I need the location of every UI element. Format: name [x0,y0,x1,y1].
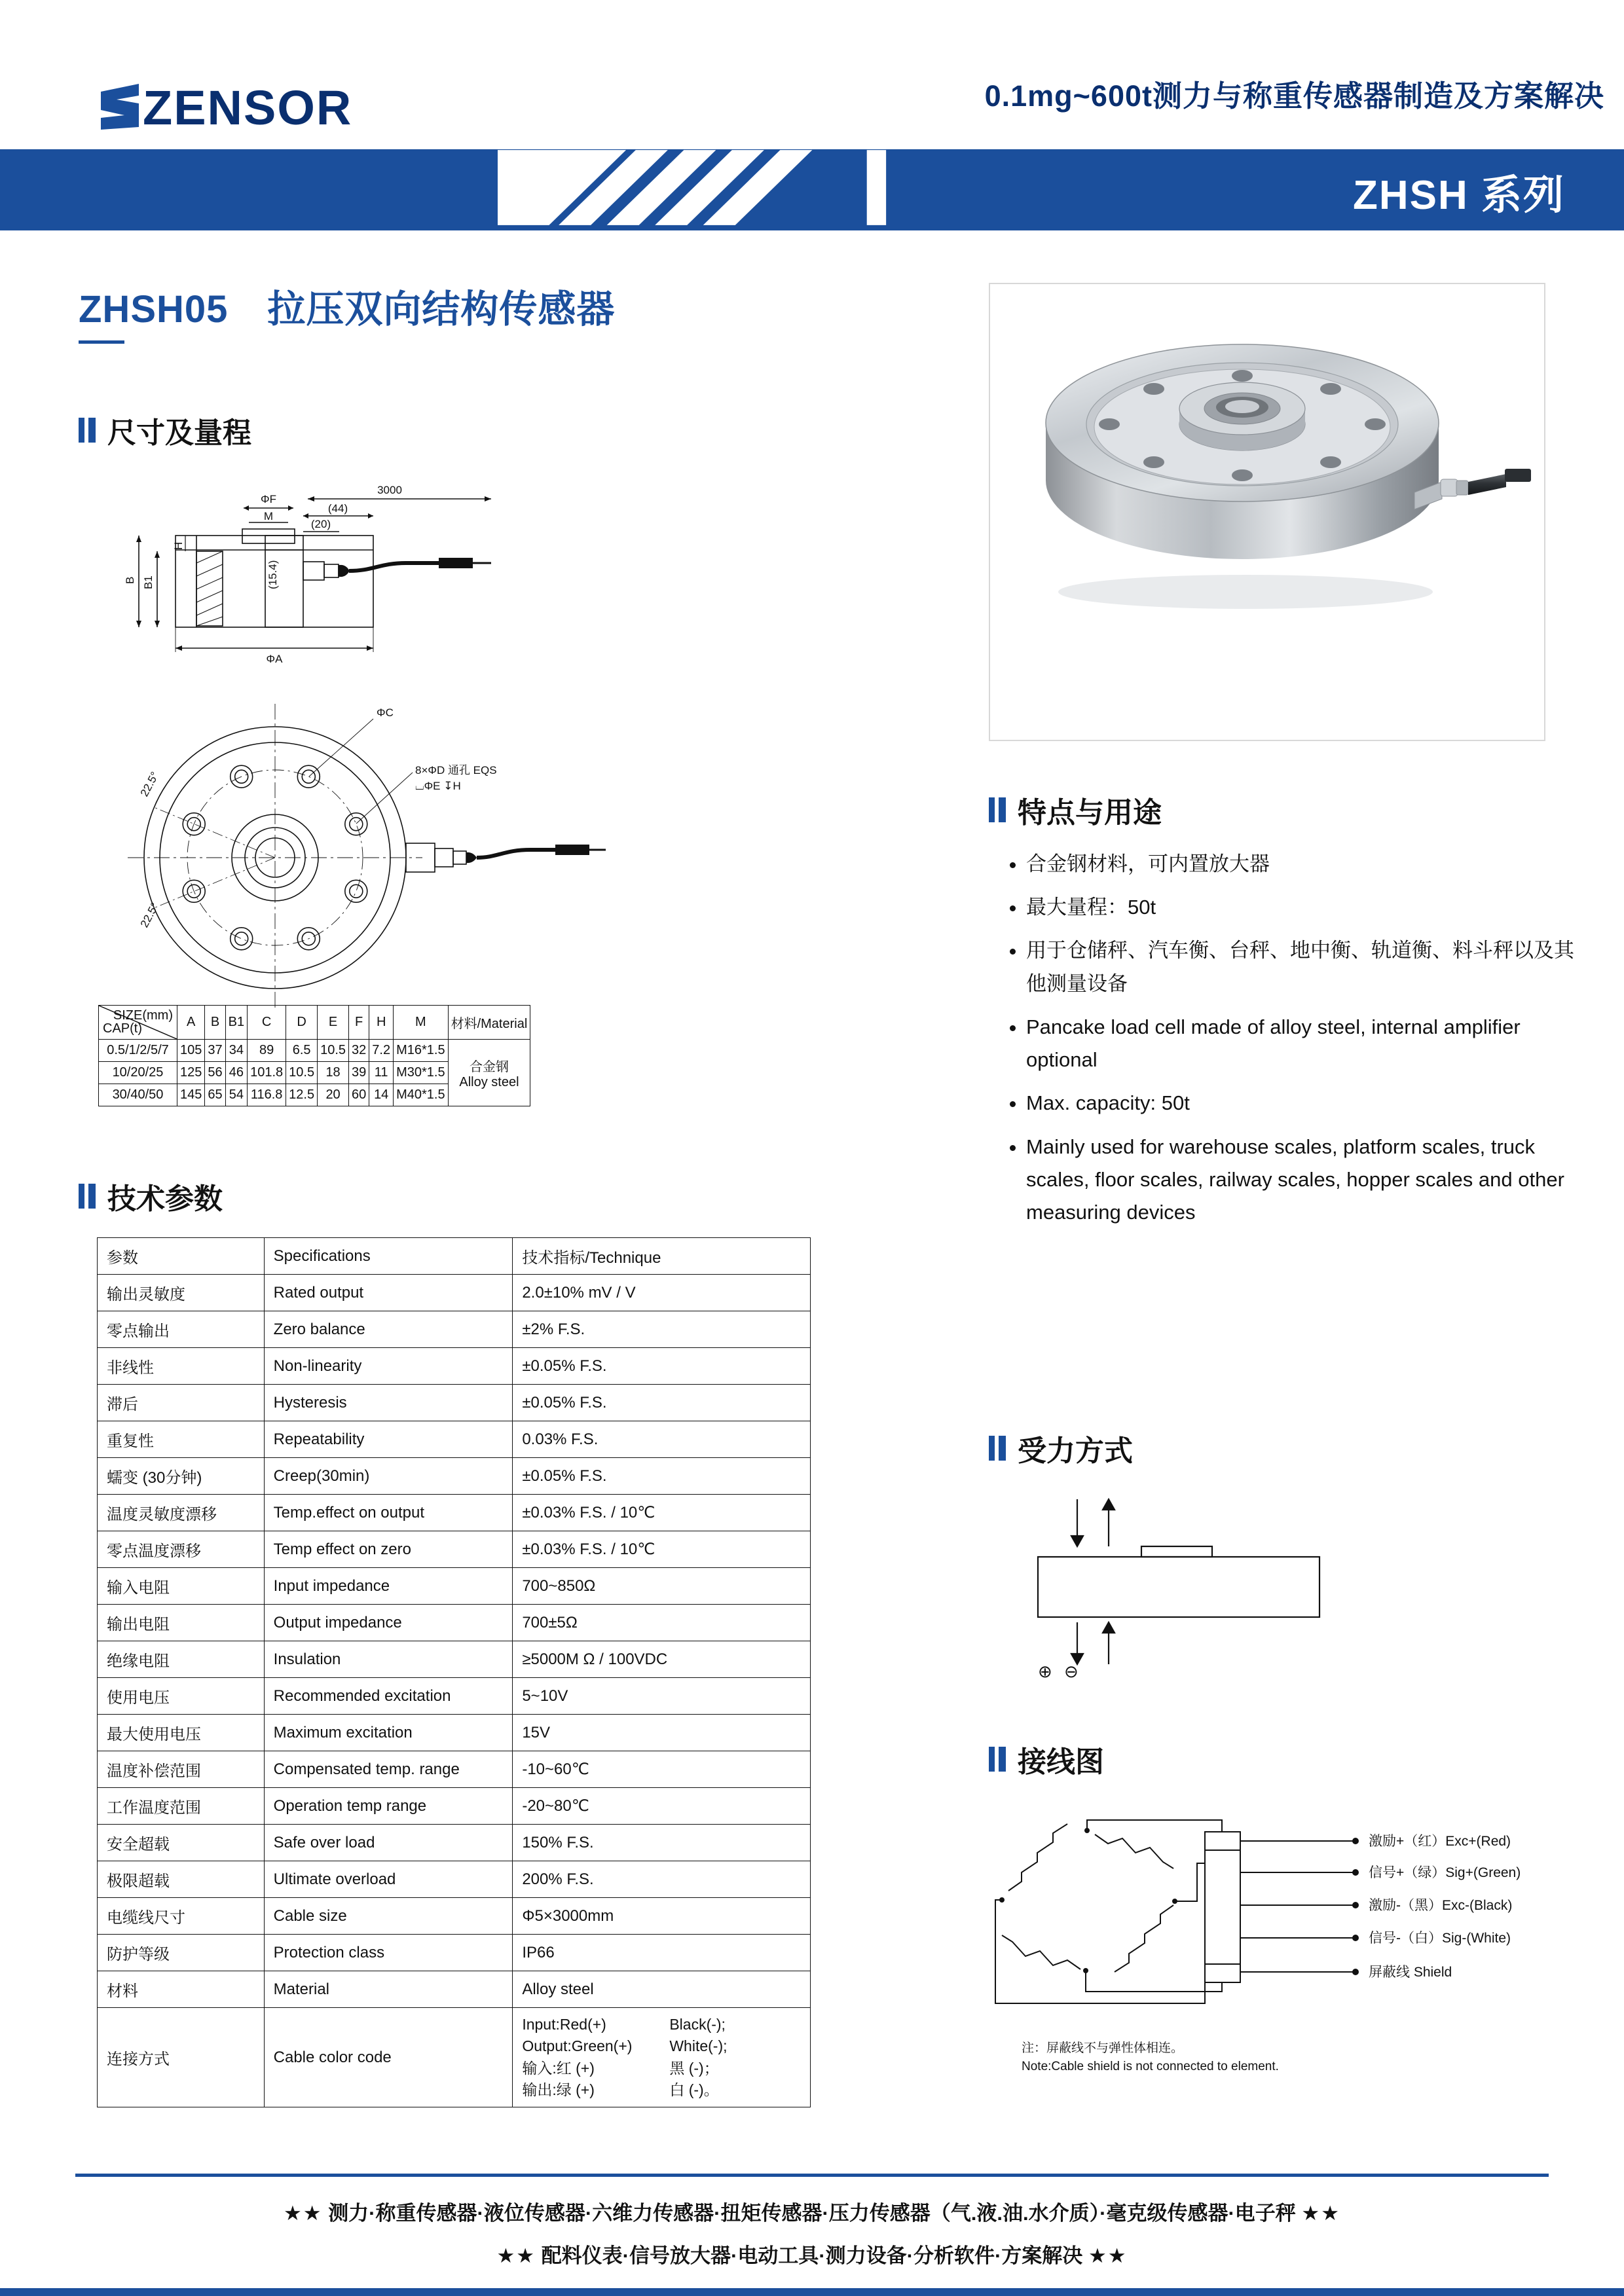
size-cell: 32 [349,1040,369,1062]
footer-star-right: ★★ [1301,2202,1341,2225]
table-row [98,1568,811,1605]
tech-cell-en: Zero balance [264,1311,513,1348]
table-row [98,1531,811,1568]
footer-star-left: ★★ [496,2244,536,2267]
size-cell: 125 [177,1062,205,1084]
tech-cell-cn: 零点输出 [98,1311,265,1348]
cable-code-list [522,2014,801,2101]
tech-cell-cn: 温度补偿范围 [98,1751,265,1788]
size-cell: 18 [318,1062,349,1084]
table-row [98,1788,811,1825]
table-row-cable-color [98,2008,811,2107]
cable-code-values [513,2008,811,2107]
tech-cell-en: Insulation [264,1641,513,1678]
tech-cell-en: Repeatability [264,1421,513,1458]
size-cell: 54 [225,1084,247,1106]
size-cell: 20 [318,1084,349,1106]
list-item: • 用于仓储秤、汽车衡、台秤、地中衡、轨道衡、料斗秤以及其他测量设备 [1026,934,1575,1000]
section-heading-wiring [989,1738,1104,1780]
wiring-note-en: Note:Cable shield is not connected to element. [1022,2059,1279,2073]
section-heading-dimensions [79,409,251,451]
size-cap: 10/20/25 [99,1062,177,1084]
tech-cell-en: Protection class [264,1935,513,1971]
table-row [98,1311,811,1348]
size-cell: 101.8 [248,1062,286,1084]
tech-cell-cn: 极限超载 [98,1861,265,1898]
size-cell: 145 [177,1084,205,1106]
force-plus-symbol: ⊕ [1038,1662,1052,1681]
cable-code-right: 黑 (-)； [669,2059,719,2077]
tech-cell-value: ±0.05% F.S. [513,1458,811,1495]
cable-code-label-cn: 连接方式 [98,2008,265,2107]
tech-cell-cn: 温度灵敏度漂移 [98,1495,265,1531]
section-label: 接线图 [1018,1746,1104,1778]
list-item: • 最大量程：50t [1026,891,1575,924]
table-row [98,1935,811,1971]
tech-cell-value: Φ5×3000mm [513,1898,811,1935]
wiring-label-exc-minus: 激励-（黑）Exc-(Black) [1369,1898,1513,1913]
tech-cell-cn: 绝缘电阻 [98,1641,265,1678]
page-title-name: 拉压双向结构传感器 [267,288,616,331]
table-row [98,1495,811,1531]
size-cell: 12.5 [286,1084,318,1106]
section-label: 受力方式 [1018,1435,1133,1467]
list-item: • Pancake load cell made of alloy steel, internal amplifier optional [1026,1011,1575,1076]
tech-cell-cn: 输入电阻 [98,1568,265,1605]
title-underline [79,340,124,344]
size-cell: 10.5 [318,1040,349,1062]
tech-cell-value: 2.0±10% mV / V [513,1275,811,1311]
cable-code-right: 白 (-)。 [669,2081,719,2099]
tech-cell-cn: 输出灵敏度 [98,1275,265,1311]
size-cell: 89 [248,1040,286,1062]
size-col-d: D [286,1006,318,1040]
tech-cell-value: 700±5Ω [513,1605,811,1641]
size-col-m: M [394,1006,449,1040]
table-row [99,1006,530,1040]
page-header [0,0,1624,226]
section-heading-tech-params [79,1175,223,1217]
size-cell: 34 [225,1040,247,1062]
tech-cell-en: Hysteresis [264,1385,513,1421]
force-minus-symbol: ⊖ [1064,1662,1079,1681]
wiring-label-sig-minus: 信号-（白）Sig-(White) [1369,1931,1511,1946]
tech-cell-en: Creep(30min) [264,1458,513,1495]
product-photo [989,283,1545,741]
cable-code-left: 输出:绿 (+) [522,2081,595,2099]
size-cell: M40*1.5 [394,1084,449,1106]
svg-text:(15.4): (15.4) [267,560,279,589]
tech-cell-en: Compensated temp. range [264,1751,513,1788]
section-label: 特点与用途 [1018,797,1162,829]
tech-cell-en: Recommended excitation [264,1678,513,1715]
material-en: Alloy steel [459,1074,519,1089]
wiring-note [1022,2039,1279,2075]
size-cell: 116.8 [248,1084,286,1106]
table-row [98,1678,811,1715]
size-cap: 0.5/1/2/5/7 [99,1040,177,1062]
size-table-corner [99,1006,177,1040]
svg-text:M: M [263,510,274,522]
section-heading-force-mode [989,1427,1133,1469]
footer-line-2 [0,2239,1624,2269]
tech-cell-en: Non-linearity [264,1348,513,1385]
tech-cell-cn: 安全超载 [98,1825,265,1861]
force-mode-svg [999,1486,1457,1683]
svg-text:B: B [124,576,136,584]
size-cell: M16*1.5 [394,1040,449,1062]
table-row [99,1040,530,1062]
tech-cell-value: 0.03% F.S. [513,1421,811,1458]
footer-text-1: 测力·称重传感器·液位传感器·六维力传感器·扭矩传感器·压力传感器（气.液.油.水介质）·毫克级传感器·电子秤 [328,2202,1296,2225]
tech-cell-cn: 重复性 [98,1421,265,1458]
wiring-label-shield: 屏蔽线 Shield [1369,1965,1452,1980]
size-material-cell [448,1040,530,1106]
tech-cell-en: Maximum excitation [264,1715,513,1751]
tech-cell-en: Output impedance [264,1605,513,1641]
tech-cell-cn: 滞后 [98,1385,265,1421]
section-mark-icon [989,797,1006,822]
svg-text:(44): (44) [327,502,348,515]
tech-cell-en: Ultimate overload [264,1861,513,1898]
table-header-row [98,1238,811,1275]
size-cell: 6.5 [286,1040,318,1062]
size-cell: M30*1.5 [394,1062,449,1084]
size-col-a: A [177,1006,205,1040]
list-item: • Max. capacity: 50t [1026,1087,1575,1120]
section-mark-icon [989,1747,1006,1772]
tech-cell-en: Material [264,1971,513,2008]
table-row [98,1275,811,1311]
table-row [98,1605,811,1641]
page-title-model: ZHSH05 [79,288,229,331]
tech-cell-en: Operation temp range [264,1788,513,1825]
tech-cell-cn: 最大使用电压 [98,1715,265,1751]
tech-cell-cn: 非线性 [98,1348,265,1385]
footer-rule [75,2174,1549,2177]
tech-cell-cn: 蠕变 (30分钟) [98,1458,265,1495]
tech-cell-en: Rated output [264,1275,513,1311]
svg-text:ZENSOR: ZENSOR [143,81,353,135]
tech-cell-en: Cable size [264,1898,513,1935]
tech-cell-cn: 工作温度范围 [98,1788,265,1825]
size-table-corner-top: SIZE(mm) [113,1008,173,1023]
size-cell: 10.5 [286,1062,318,1084]
size-cell: 39 [349,1062,369,1084]
header-diagonal-stripes [498,149,1153,226]
size-cell: 14 [369,1084,394,1106]
tech-header-spec: Specifications [264,1238,513,1275]
tech-cell-cn: 零点温度漂移 [98,1531,265,1568]
footer-text-2: 配料仪表·信号放大器·电动工具·测力设备·分析软件·方案解决 [541,2244,1083,2267]
logo-svg [98,79,465,135]
size-cell: 37 [205,1040,225,1062]
footer-line-1 [0,2196,1624,2226]
table-row [98,1825,811,1861]
size-cell: 60 [349,1084,369,1106]
table-row [98,1348,811,1385]
table-row [98,1385,811,1421]
wiring-note-cn: 注：屏蔽线不与弹性体相连。 [1022,2041,1184,2055]
tech-cell-value: ≥5000M Ω / 100VDC [513,1641,811,1678]
header-rule [0,226,1624,230]
table-row [98,1641,811,1678]
force-mode-diagram [999,1486,1457,1683]
tech-cell-en: Temp effect on zero [264,1531,513,1568]
tech-cell-en: Input impedance [264,1568,513,1605]
tech-cell-cn: 防护等级 [98,1935,265,1971]
logo-wordmark [98,79,491,147]
size-range-table [98,1005,530,1106]
svg-text:22.5°: 22.5° [138,769,162,799]
material-cn: 合金钢 [469,1059,509,1074]
size-col-h: H [369,1006,394,1040]
product-photo-svg [990,284,1544,740]
table-row [98,1751,811,1788]
tech-header-technique: 技术指标/Technique [513,1238,811,1275]
svg-text:ΦF: ΦF [261,493,276,505]
tech-cell-value: 150% F.S. [513,1825,811,1861]
wiring-label-exc-plus: 激励+（红）Exc+(Red) [1369,1834,1511,1849]
section-label: 尺寸及量程 [107,417,251,449]
size-cell: 56 [205,1062,225,1084]
size-col-b1: B1 [225,1006,247,1040]
section-mark-icon [79,418,96,443]
footer-star-right: ★★ [1088,2244,1128,2267]
svg-text:B1: B1 [142,575,155,589]
series-title: ZHSH 系列 [1352,173,1565,218]
cable-code-right: Black(-); [669,2016,726,2033]
tech-cell-value: 200% F.S. [513,1861,811,1898]
size-col-material: 材料/Material [448,1006,530,1040]
size-col-c: C [248,1006,286,1040]
tech-cell-value: ±0.05% F.S. [513,1348,811,1385]
cable-code-label-en: Cable color code [264,2008,513,2107]
cable-code-right: White(-); [669,2037,728,2055]
svg-text:ΦA: ΦA [266,653,283,665]
technical-parameters-table [97,1237,811,2107]
svg-text:22.5°: 22.5° [138,900,162,930]
size-cap: 30/40/50 [99,1084,177,1106]
section-heading-features [989,789,1162,831]
tech-cell-value: -10~60℃ [513,1751,811,1788]
svg-text:⌴ΦE ↧H: ⌴ΦE ↧H [415,780,461,792]
page-title [79,278,615,333]
cable-code-left: Output:Green(+) [522,2037,633,2055]
size-table-corner-bottom: CAP(t) [103,1021,142,1036]
size-cell: 105 [177,1040,205,1062]
table-row [98,1861,811,1898]
tech-cell-value: 15V [513,1715,811,1751]
tech-cell-value: ±0.03% F.S. / 10℃ [513,1495,811,1531]
section-mark-icon [79,1184,96,1209]
tech-cell-value: 5~10V [513,1678,811,1715]
tech-cell-cn: 电缆线尺寸 [98,1898,265,1935]
tech-cell-value: ±2% F.S. [513,1311,811,1348]
table-row [98,1898,811,1935]
table-row [98,1458,811,1495]
svg-text:ΦC: ΦC [377,706,394,719]
tech-cell-value: ±0.03% F.S. / 10℃ [513,1531,811,1568]
tech-cell-cn: 使用电压 [98,1678,265,1715]
cable-code-left: 输入:红 (+) [522,2059,595,2077]
tech-cell-value: ±0.05% F.S. [513,1385,811,1421]
cable-code-left: Input:Red(+) [522,2016,606,2033]
tech-cell-value: IP66 [513,1935,811,1971]
tech-cell-value: -20~80℃ [513,1788,811,1825]
svg-text:H: H [172,541,185,550]
size-cell: 11 [369,1062,394,1084]
tech-header-param: 参数 [98,1238,265,1275]
tech-cell-en: Safe over load [264,1825,513,1861]
list-item: • Mainly used for warehouse scales, platform scales, truck scales, floor scales, railway scales, hopper scales and other measuring devices [1026,1131,1575,1230]
table-row [98,1715,811,1751]
list-item: • 合金钢材料，可内置放大器 [1026,848,1575,881]
svg-text:3000: 3000 [377,484,402,496]
footer-star-left: ★★ [283,2202,323,2225]
tech-cell-en: Temp.effect on output [264,1495,513,1531]
footer-bottom-rule [0,2288,1624,2296]
table-row [98,1971,811,2008]
tech-cell-cn: 材料 [98,1971,265,2008]
tech-cell-value: 700~850Ω [513,1568,811,1605]
svg-text:(20): (20) [310,518,331,530]
header-slogan: 0.1mg~600t测力与称重传感器制造及方案解决 [984,79,1604,113]
wiring-diagram-svg [989,1807,1578,2069]
tech-cell-cn: 输出电阻 [98,1605,265,1641]
size-cell: 65 [205,1084,225,1106]
wiring-label-sig-plus: 信号+（绿）Sig+(Green) [1369,1865,1521,1880]
svg-text:8×ΦD 通孔 EQS: 8×ΦD 通孔 EQS [415,764,497,776]
size-col-b: B [205,1006,225,1040]
size-col-f: F [349,1006,369,1040]
section-mark-icon [989,1436,1006,1461]
size-cell: 7.2 [369,1040,394,1062]
size-col-e: E [318,1006,349,1040]
features-list [999,848,1575,1239]
tech-cell-value: Alloy steel [513,1971,811,2008]
table-row [98,1421,811,1458]
size-cell: 46 [225,1062,247,1084]
section-label: 技术参数 [107,1183,223,1215]
